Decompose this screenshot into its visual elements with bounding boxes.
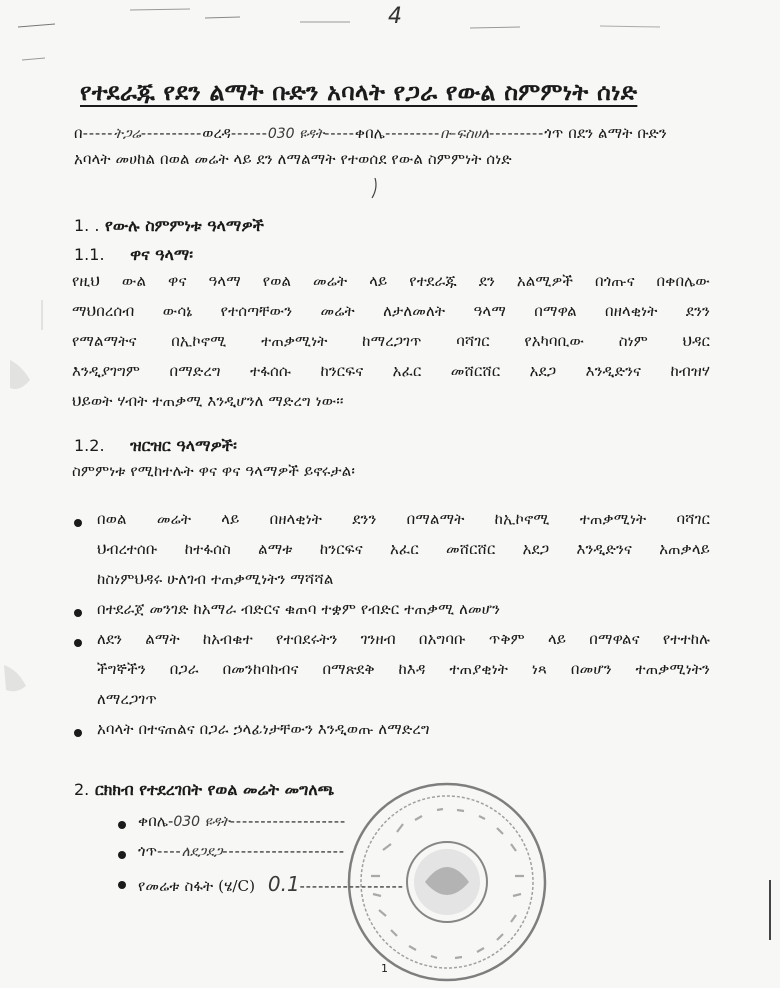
- land-got-row: ጎጥ----ለደጋደጋ--------------------: [138, 842, 346, 860]
- section-1-heading: [74, 216, 264, 236]
- land-kebele-fill: 030 ዩዳት: [173, 814, 230, 830]
- subsection-1-1-heading: [74, 245, 193, 265]
- subsection-1-2-heading: [74, 436, 237, 456]
- section-1-number: 1. .: [74, 216, 100, 235]
- land-area-row: የመሬቱ ስፋት (ሄ/C) 0.1-----------------: [138, 872, 404, 896]
- section-1-title: የውሉ ስምምነቱ ዓላማዎች: [105, 216, 264, 235]
- woreda-fill: 030 ዩዳት: [267, 126, 325, 142]
- page-number: 1: [381, 962, 388, 975]
- section-2-number: 2.: [74, 780, 90, 799]
- subsection-1-2-title: ዝርዝር ዓላማዎች፡: [130, 436, 237, 455]
- objective-1-line-1: በወል መሬት ላይ በዘላቂነት ደንን በማልማት ከኢኮኖሚ ተጠቃሚነት ባሻገር: [97, 510, 710, 528]
- official-stamp-seal: [345, 780, 550, 985]
- land-area-label: የመሬቱ ስፋት (ሄ/C): [138, 877, 256, 895]
- objective-3-line-2: ችግኞችን በጋራ በመንከባከብና በማጽደቅ ከእዳ ተጠያቂነት ነጻ በመሆን ተጠቃሚነትን: [97, 660, 710, 678]
- bullet-dot: [74, 639, 82, 647]
- objective-3-line-3: ለማረጋገጥ: [97, 690, 157, 708]
- intro-line-2: አባላት መሀከል በወል መሬት ላይ ደን ለማልማት የተወሰደ የውል ስምምነት ሰነድ: [74, 150, 512, 168]
- main-aim-line-4: እንዲያገግም በማድረግ ተፋሰሱ ከንርፍና አፈር መሸርሸር አደጋ እንዲድንና ከብዝሃ: [72, 362, 710, 380]
- subsection-1-1-title: ዋና ዓላማ፡: [130, 245, 194, 264]
- objective-4-line-1: አባላት በተናጠልና በጋራ ኃላፊነታቸውን እንዲወጡ ለማድረግ: [97, 720, 430, 738]
- bullet-dot: [118, 881, 126, 889]
- woreda-label: ወረዳ: [202, 124, 232, 142]
- land-got-label: ጎጥ: [138, 842, 158, 860]
- main-aim-line-2: ማህበረሰብ ውሳኔ የተሰጣቸውን መሬት ለታለመለት ዓላማ በማዋል በዘላቂነት ደንን: [72, 302, 710, 320]
- objective-1-line-2: ህብረተሰቡ ከተፋሰስ ልማቱ ከንርፍና አፈር መሸርሸር አደጋ እንዲድንና አጠቃላይ: [97, 540, 710, 558]
- main-aim-line-3: የማልማትና በኢኮኖሚ ተጠቃሚነት ከማረጋገጥ ባሻገር የአካባቢው ስነም ህዳር: [72, 332, 710, 350]
- document-title: የተደራጁ የደን ልማት ቡድን አባላት የጋራ የውል ስምምነት ሰነድ: [80, 78, 638, 106]
- bullet-dot: [118, 821, 126, 829]
- intro-line-1: በ-----ትጋሬ----------ወረዳ------030 ዩዳት-----ቀበሌ---------ቡ-ፍስሀለ---------ጎጥ በደን ልማት ቡድን: [74, 124, 667, 142]
- subsection-1-1-number: 1.1.: [74, 245, 105, 264]
- section-2-heading: [74, 780, 334, 800]
- land-kebele-row: ቀበሌ-030 ዩዳት-------------------: [138, 812, 347, 830]
- land-kebele-label: ቀበሌ: [138, 812, 169, 830]
- bullet-dot: [74, 729, 82, 737]
- region-fill: ትጋሬ: [113, 126, 141, 142]
- section-2-title: ርክክብ የተደረገበት የወል መሬት መግለጫ: [94, 780, 335, 799]
- got-label: ጎጥ በደን ልማት ቡድን: [544, 124, 667, 142]
- kebele-fill: ቡ-ፍስሀለ: [440, 126, 490, 142]
- objectives-intro: ስምምነቱ የሚከተሉት ዋና ዋና ዓላማዎች ይኖሩታል፡: [72, 462, 355, 480]
- objective-3-line-1: ለደን ልማት ከአብቁተ የተበደሩትን ገንዘብ በአግባቡ ጥቅም ላይ በማዋልና የተተከሉ: [97, 630, 710, 648]
- intro-prefix: በ: [74, 124, 83, 142]
- land-area-fill: 0.1: [267, 872, 300, 896]
- bullet-dot: [118, 851, 126, 859]
- objective-2-line-1: በተደራጀ መንገድ ከአማራ ብድርና ቁጠባ ተቋም የብድር ተጠቃሚ ለመሆን: [97, 600, 501, 618]
- objective-1-line-3: ከስነምህዳሩ ሁለገብ ተጠቃሚነትን ማሻሻል: [97, 570, 334, 588]
- subsection-1-2-number: 1.2.: [74, 436, 105, 455]
- main-aim-line-1: የዚህ ውል ዋና ዓላማ የወል መሬት ላይ የተደራጁ ደን አልሚዎች በጎጡና በቀበሌው: [72, 272, 710, 290]
- bullet-dot: [74, 519, 82, 527]
- handwritten-page-mark: 4: [388, 4, 402, 29]
- bullet-dot: [74, 609, 82, 617]
- kebele-label: ቀበሌ: [354, 124, 386, 142]
- main-aim-line-5: ህይወት ሃብት ተጠቃሚ እንዲሆንለ ማድረግ ነው፡፡: [72, 392, 344, 410]
- land-got-fill: ለደጋደጋ: [181, 844, 223, 860]
